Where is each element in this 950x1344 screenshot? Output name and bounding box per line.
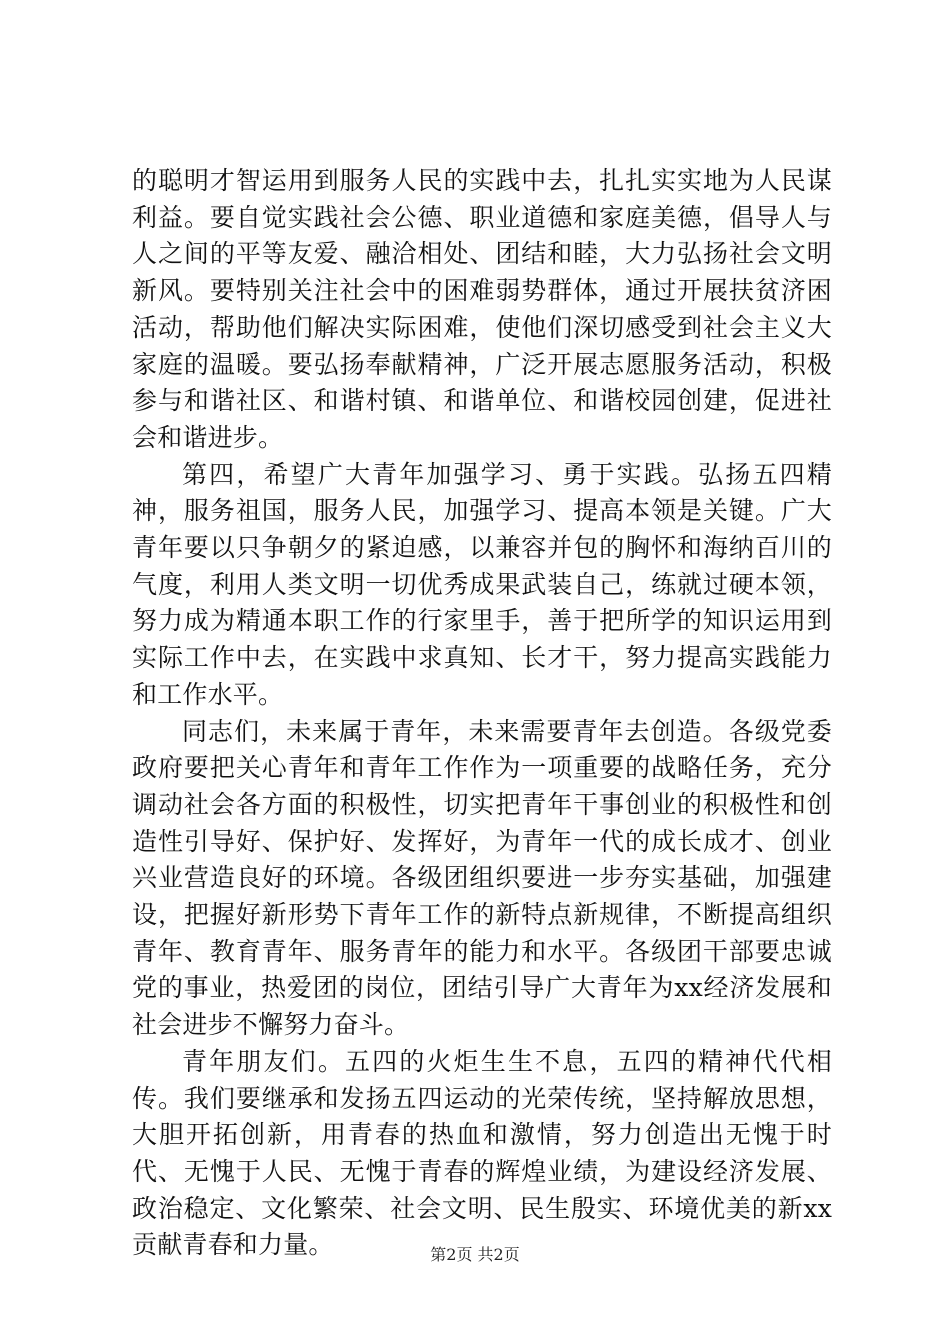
page-footer: 第2页 共2页 xyxy=(430,1245,520,1264)
paragraph-fourth-point: 第四，希望广大青年加强学习、勇于实践。弘扬五四精神，服务祖国，服务人民，加强学习、提高本领是关键。广大青年要以只争朝夕的紧迫感，以兼容并包的胸怀和海纳百川的气度，利用人类文明一切优秀成果武装自己，练就过硬本领，努力成为精通本职工作的行家里手，善于把所学的知识运用到实际工作中去，在实践中求真知、长才干，努力提高实践能力和工作水平。 xyxy=(132,459,832,709)
paragraph-young-friends: 青年朋友们。五四的火炬生生不息，五四的精神代代相传。我们要继承和发扬五四运动的光荣传统，坚持解放思想，大胆开拓创新，用青春的热血和激情，努力创造出无愧于时代、无愧于人民、无愧于青春的辉煌业绩，为建设经济发展、政治稳定、文化繁荣、社会文明、民生殷实、环境优美的新xx贡献青春和力量。 xyxy=(132,1046,832,1260)
paragraph-continuation: 的聪明才智运用到服务人民的实践中去，扎扎实实地为人民谋利益。要自觉实践社会公德、职业道德和家庭美德，倡导人与人之间的平等友爱、融洽相处、团结和睦，大力弘扬社会文明新风。要特别关注社会中的困难弱势群体，通过开展扶贫济困活动，帮助他们解决实际困难，使他们深切感受到社会主义大家庭的温暖。要弘扬奉献精神，广泛开展志愿服务活动，积极参与和谐社区、和谐村镇、和谐单位、和谐校园创建，促进社会和谐进步。 xyxy=(132,166,832,452)
body-text xyxy=(132,163,832,1264)
paragraph-comrades: 同志们，未来属于青年，未来需要青年去创造。各级党委政府要把关心青年和青年工作作为一项重要的战略任务，充分调动社会各方面的积极性，切实把青年干事创业的积极性和创造性引导好、保护好、发挥好，为青年一代的成长成才、创业兴业营造良好的环境。各级团组织要进一步夯实基础，加强建设，把握好新形势下青年工作的新特点新规律，不断提高组织青年、教育青年、服务青年的能力和水平。各级团干部要忠诚党的事业，热爱团的岗位，团结引导广大青年为xx经济发展和社会进步不懈努力奋斗。 xyxy=(132,716,832,1040)
